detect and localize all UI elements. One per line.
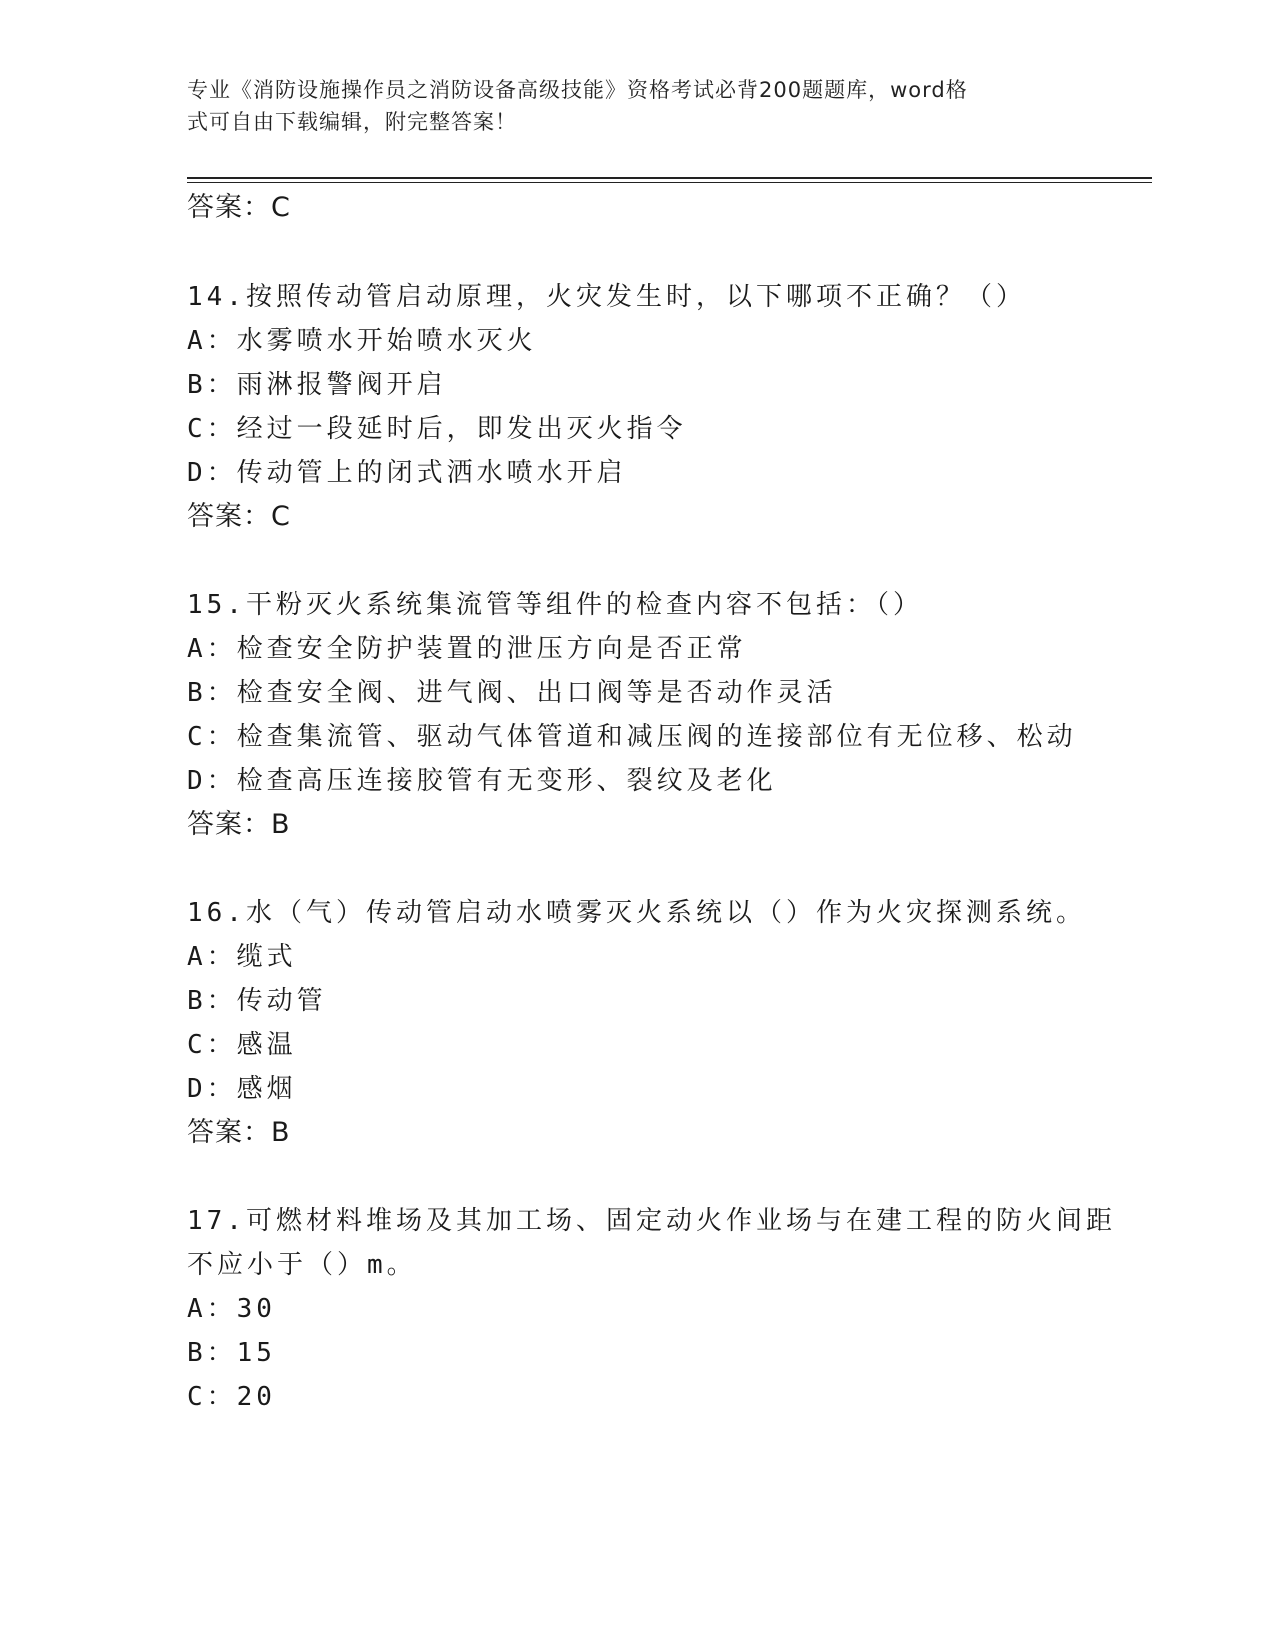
question-17-option-b: B：15 [187, 1338, 276, 1368]
document-header [187, 74, 1067, 138]
question-14-option-d: D：传动管上的闭式洒水喷水开启 [187, 458, 627, 488]
question-14-option-c: C：经过一段延时后，即发出灭火指令 [187, 414, 687, 444]
question-15-option-c: C：检查集流管、驱动气体管道和减压阀的连接部位有无位移、松动 [187, 722, 1077, 752]
header-line-1: 专业《消防设施操作员之消防设备高级技能》资格考试必背200题题库，word格 [187, 78, 968, 102]
question-17-stem-line-2: 不应小于（）m。 [187, 1250, 417, 1280]
question-16-stem: 16.水（气）传动管启动水喷雾灭火系统以（）作为火灾探测系统。 [187, 898, 1086, 928]
top-answer: 答案：C [187, 192, 291, 223]
header-line-2: 式可自由下载编辑，附完整答案！ [187, 110, 517, 134]
question-16-option-c: C：感温 [187, 1030, 297, 1060]
header-divider-thin [187, 182, 1152, 183]
question-15-option-b: B：检查安全阀、进气阀、出口阀等是否动作灵活 [187, 678, 837, 708]
question-14-option-a: A：水雾喷水开始喷水灭火 [187, 326, 537, 356]
question-14-stem: 14.按照传动管启动原理，火灾发生时，以下哪项不正确？（） [187, 282, 1026, 312]
question-15-stem: 15.干粉灭火系统集流管等组件的检查内容不包括：（） [187, 590, 923, 620]
question-16-answer: 答案：B [187, 1117, 291, 1148]
question-14-option-b: B：雨淋报警阀开启 [187, 370, 447, 400]
question-16-option-d: D：感烟 [187, 1074, 297, 1104]
question-15-answer: 答案：B [187, 809, 291, 840]
question-17-option-a: A：30 [187, 1294, 276, 1324]
question-15-option-d: D：检查高压连接胶管有无变形、裂纹及老化 [187, 766, 777, 796]
question-16-option-a: A：缆式 [187, 942, 297, 972]
question-16-option-b: B：传动管 [187, 986, 327, 1016]
question-15-option-a: A：检查安全防护装置的泄压方向是否正常 [187, 634, 747, 664]
question-17-stem-line-1: 17.可燃材料堆场及其加工场、固定动火作业场与在建工程的防火间距 [187, 1206, 1116, 1236]
question-17-option-c: C：20 [187, 1382, 276, 1412]
header-divider-thick [187, 177, 1152, 179]
question-14-answer: 答案：C [187, 501, 291, 532]
